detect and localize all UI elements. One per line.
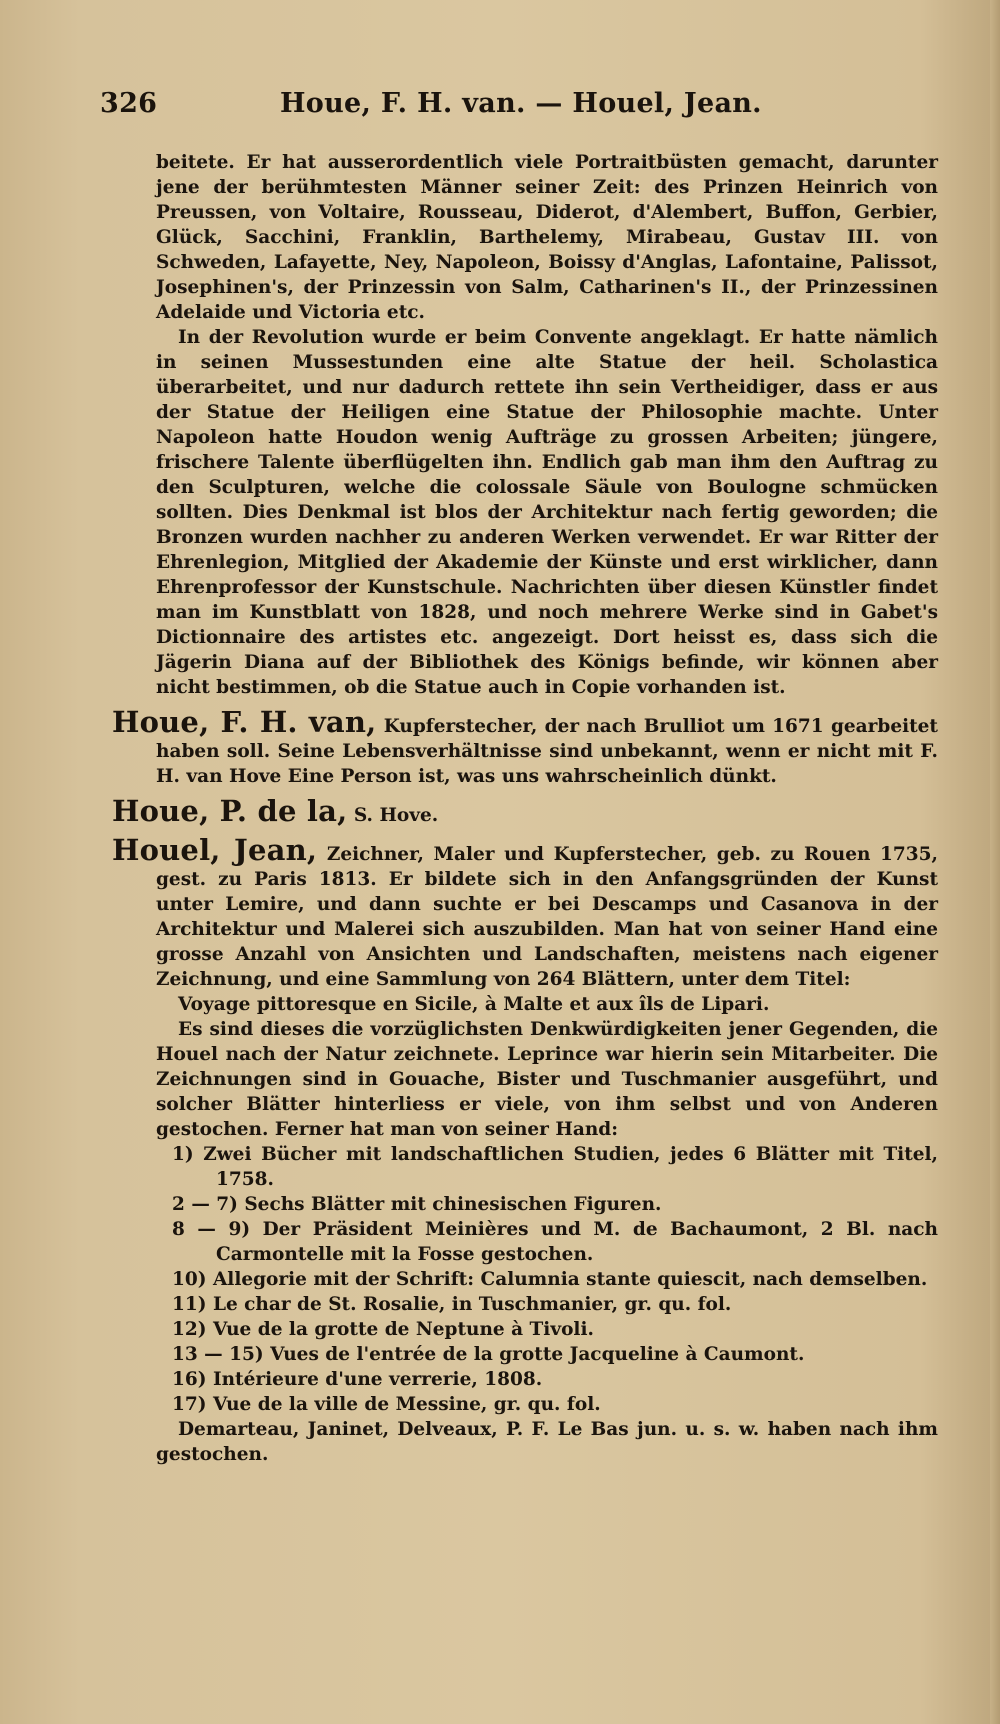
- running-title: Houe, F. H. van. — Houel, Jean.: [280, 88, 762, 119]
- entry-text: S. Hove.: [353, 805, 439, 826]
- running-header: [100, 88, 760, 128]
- entry-houel-jean: [112, 833, 938, 992]
- list-item: 2 — 7) Sechs Blätter mit chinesischen Figuren.: [172, 1194, 662, 1215]
- entry-headword: Houe, F. H. van,: [112, 705, 377, 739]
- page-edge: [990, 0, 1000, 1724]
- list-item: 8 — 9) Der Präsident Meinières und M. de Bachaumont, 2 Bl. nach Carmontelle mit la Fosse gestochen.: [172, 1219, 938, 1265]
- works-list: [112, 1142, 938, 1417]
- houel-paragraph: Es sind dieses die vorzüglichsten Denkwürdigkeiten jener Gegenden, die Houel nach der Natur zeichnete. Leprince war hierin sein Mitarbeiter. Die Zeichnungen sind in Gouache, Bister und Tuschmanier ausgeführt, und solcher Blätter hinterliess er viele, von ihm selbst und von Anderen gestochen. Ferner hat man von seiner Hand:: [156, 1019, 938, 1140]
- entry-houe-fh-van: [112, 705, 938, 789]
- work-title-line: Voyage pittoresque en Sicile, à Malte et aux îls de Lipari.: [178, 994, 770, 1015]
- entry-text: Kupferstecher, der nach Brulliot um 1671 gearbeitet haben soll. Seine Lebensverhältnisse sind unbekannt, wenn er nicht mit F. H. van Hove Eine Person ist, was uns wahrscheinlich dünkt.: [156, 716, 938, 787]
- list-item: 17) Vue de la ville de Messine, gr. qu. fol.: [172, 1394, 601, 1415]
- entry-houe-p-de-la: [112, 794, 938, 828]
- list-item: 1) Zwei Bücher mit landschaftlichen Studien, jedes 6 Blätter mit Titel, 1758.: [172, 1144, 938, 1190]
- list-item: 16) Intérieure d'une verrerie, 1808.: [172, 1369, 543, 1390]
- entry-headword: Houe, P. de la,: [112, 794, 348, 828]
- entry-headword: Houel, Jean,: [112, 833, 318, 867]
- list-item: 10) Allegorie mit der Schrift: Calumnia stante quiescit, nach demselben.: [172, 1269, 928, 1290]
- entry-text: Zeichner, Maler und Kupferstecher, geb. zu Rouen 1735, gest. zu Paris 1813. Er bildete sich in den Anfangsgründen der Kunst unter Lemire, und dann suchte er bei Descamps und Casanova in der Architektur und Malerei sich auszubilden. Man hat von seiner Hand eine grosse Anzahl von Ansichten und Landschaften, meistens nach eigener Zeichnung, und eine Sammlung von 264 Blättern, unter dem Titel:: [156, 844, 938, 990]
- continuation-paragraph: beitete. Er hat ausserordentlich viele Portraitbüsten gemacht, darunter jene der berühmtesten Männer seiner Zeit: des Prinzen Heinrich von Preussen, von Voltaire, Rousseau, Diderot, d'Alembert, Buffon, Gerbier, Glück, Sacchini, Franklin, Barthelemy, Mirabeau, Gustav III. von Schweden, Lafayette, Ney, Napoleon, Boissy d'Anglas, Lafontaine, Palissot, Josephinen's, der Prinzessin von Salm, Catharinen's II., der Prinzessinen Adelaide und Victoria etc.: [156, 152, 938, 323]
- page-number: 326: [100, 88, 158, 119]
- list-item: 13 — 15) Vues de l'entrée de la grotte Jacqueline à Caumont.: [172, 1344, 805, 1365]
- closing-paragraph: Demarteau, Janinet, Delveaux, P. F. Le Bas jun. u. s. w. haben nach ihm gestochen.: [156, 1419, 938, 1465]
- list-item: 12) Vue de la grotte de Neptune à Tivoli.: [172, 1319, 594, 1340]
- page-body: [112, 150, 938, 1467]
- list-item: 11) Le char de St. Rosalie, in Tuschmanier, gr. qu. fol.: [172, 1294, 732, 1315]
- continuation-paragraph: In der Revolution wurde er beim Convente angeklagt. Er hatte nämlich in seinen Mussestunden eine alte Statue der heil. Scholastica überarbeitet, und nur dadurch rettete ihn sein Vertheidiger, dass er aus der Statue der Heiligen eine Statue der Philosophie machte. Unter Napoleon hatte Houdon wenig Aufträge zu grossen Arbeiten; jüngere, frischere Talente überflügelten ihn. Endlich gab man ihm den Auftrag zu den Sculpturen, welche die colossale Säule von Boulogne schmücken sollten. Dies Denkmal ist blos der Architektur nach fertig geworden; die Bronzen wurden nachher zu anderen Werken verwendet. Er war Ritter der Ehrenlegion, Mitglied der Akademie der Künste und erst wirklicher, dann Ehrenprofessor der Kunstschule. Nachrichten über diesen Künstler findet man im Kunstblatt von 1828, und noch mehrere Werke sind in Gabet's Dictionnaire des artistes etc. angezeigt. Dort heisst es, dass sich die Jägerin Diana auf der Bibliothek des Königs befinde, wir können aber nicht bestimmen, ob die Statue auch in Copie vorhanden ist.: [156, 327, 938, 698]
